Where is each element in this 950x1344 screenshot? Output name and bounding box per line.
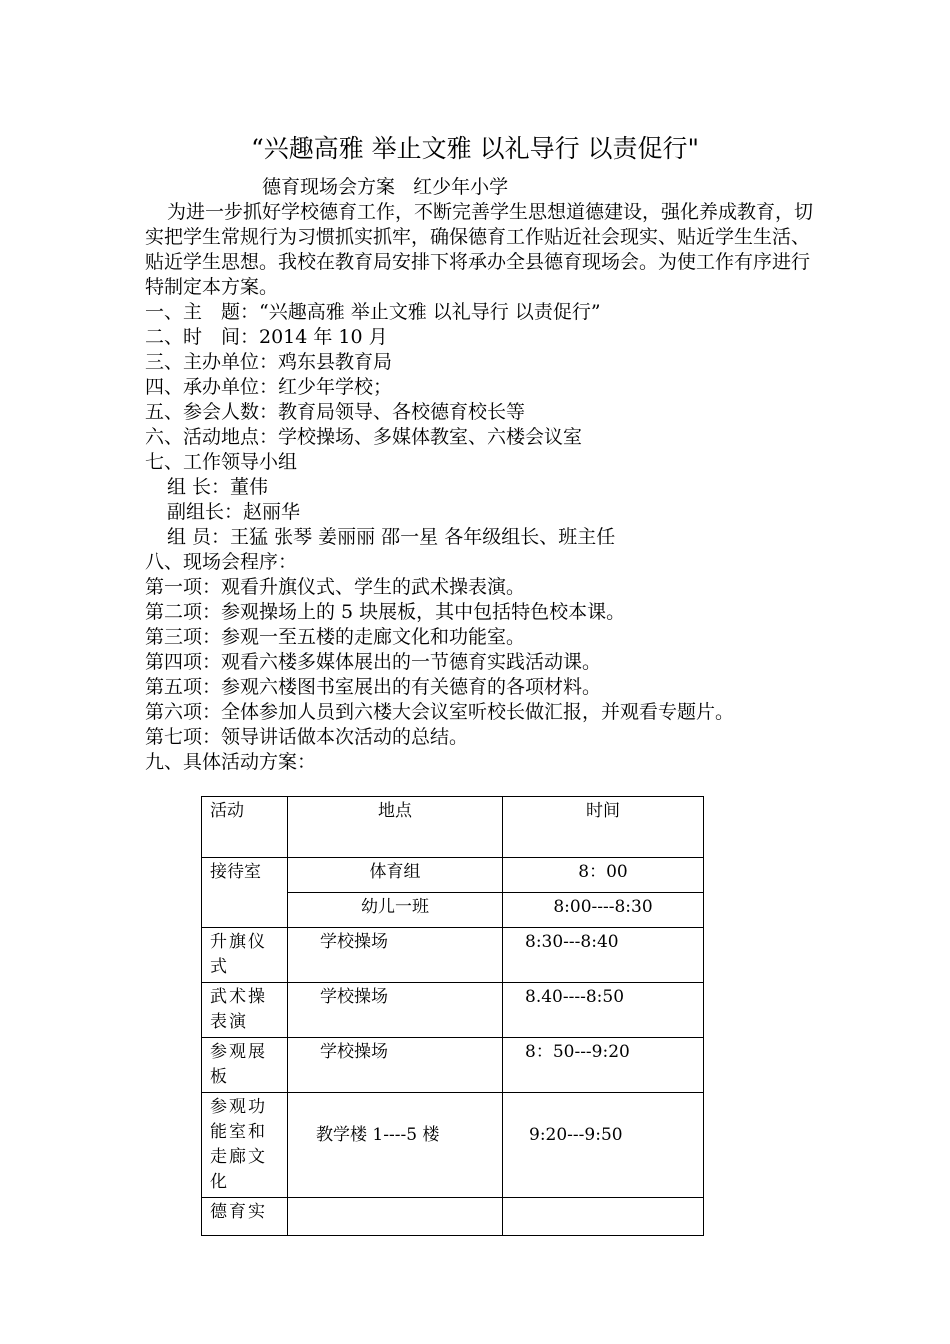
activity-cell: 接待室: [202, 858, 288, 928]
step-1: 第一项：观看升旗仪式、学生的武术操表演。: [145, 576, 526, 598]
place-cell: 学校操场: [288, 928, 503, 983]
item-host: 三、主办单位：鸡东县教育局: [145, 351, 393, 373]
step-3: 第三项：参观一至五楼的走廊文化和功能室。: [145, 626, 526, 648]
document-title: “兴趣高雅 举止文雅 以礼导行 以责促行": [250, 134, 700, 163]
place-cell: 体育组: [288, 858, 503, 893]
group-members: 组 员：王猛 张琴 姜丽丽 邵一星 各年级组长、班主任: [167, 526, 616, 548]
header-activity: 活动: [202, 797, 288, 858]
time-cell: [503, 1198, 704, 1236]
step-7: 第七项：领导讲话做本次活动的总结。: [145, 726, 469, 748]
table-row: [202, 1198, 704, 1236]
section-activity-plan: 九、具体活动方案：: [145, 751, 317, 773]
time-cell: 8.40----8:50: [503, 983, 704, 1038]
time-cell: 8:00----8:30: [503, 893, 704, 928]
place-cell: 教学楼 1----5 楼: [288, 1093, 503, 1198]
time-cell: 8:30---8:40: [503, 928, 704, 983]
header-place: 地点: [288, 797, 503, 858]
activity-cell: 武术操表演: [202, 983, 288, 1038]
intro-paragraph: 为进一步抓好学校德育工作，不断完善学生思想道德建设，强化养成教育，切实把学生常规行为习惯抓实抓牢，确保德育工作贴近社会现实、贴近学生生活、贴近学生思想。我校在教育局安排下将承办全县德育现场会。为使工作有序进行特制定本方案。: [145, 201, 814, 298]
header-time: 时间: [503, 797, 704, 858]
document-subtitle: 德育现场会方案 红少年小学: [262, 176, 509, 198]
step-2: 第二项：参观操场上的 5 块展板，其中包括特色校本课。: [145, 601, 626, 623]
place-cell: [288, 1198, 503, 1236]
item-organizer: 四、承办单位：红少年学校；: [145, 376, 393, 398]
activity-cell: 德育实: [202, 1198, 288, 1236]
place-cell: 幼儿一班: [288, 893, 503, 928]
step-4: 第四项：观看六楼多媒体展出的一节德育实践活动课。: [145, 651, 602, 673]
group-leader: 组 长：董伟: [167, 476, 269, 498]
section-procedure: 八、现场会程序：: [145, 551, 298, 573]
item-leadership-group: 七、工作领导小组: [145, 451, 298, 473]
activity-cell: 参观展板: [202, 1038, 288, 1093]
group-deputy: 副组长：赵丽华: [167, 501, 301, 523]
item-time: 二、时 间：2014 年 10 月: [145, 326, 388, 348]
table-row: [202, 1093, 704, 1198]
document-body: [145, 200, 817, 775]
activity-table: [201, 796, 704, 1236]
step-5: 第五项：参观六楼图书室展出的有关德育的各项材料。: [145, 676, 602, 698]
item-theme: 一、主 题：“兴趣高雅 举止文雅 以礼导行 以责促行”: [145, 301, 601, 323]
place-cell: 学校操场: [288, 983, 503, 1038]
activity-cell: 参观功能室和走廊文化: [202, 1093, 288, 1198]
table-row: [202, 858, 704, 893]
time-cell: 8：00: [503, 858, 704, 893]
step-6: 第六项：全体参加人员到六楼大会议室听校长做汇报，并观看专题片。: [145, 701, 735, 723]
item-location: 六、活动地点：学校操场、多媒体教室、六楼会议室: [145, 426, 583, 448]
activity-cell: 升旗仪式: [202, 928, 288, 983]
item-attendees: 五、参会人数：教育局领导、各校德育校长等: [145, 401, 526, 423]
place-cell: 学校操场: [288, 1038, 503, 1093]
time-cell: 9:20---9:50: [503, 1093, 704, 1198]
table-row: [202, 1038, 704, 1093]
table-row: [202, 983, 704, 1038]
time-cell: 8：50---9:20: [503, 1038, 704, 1093]
table-header-row: [202, 797, 704, 858]
table-row: [202, 928, 704, 983]
